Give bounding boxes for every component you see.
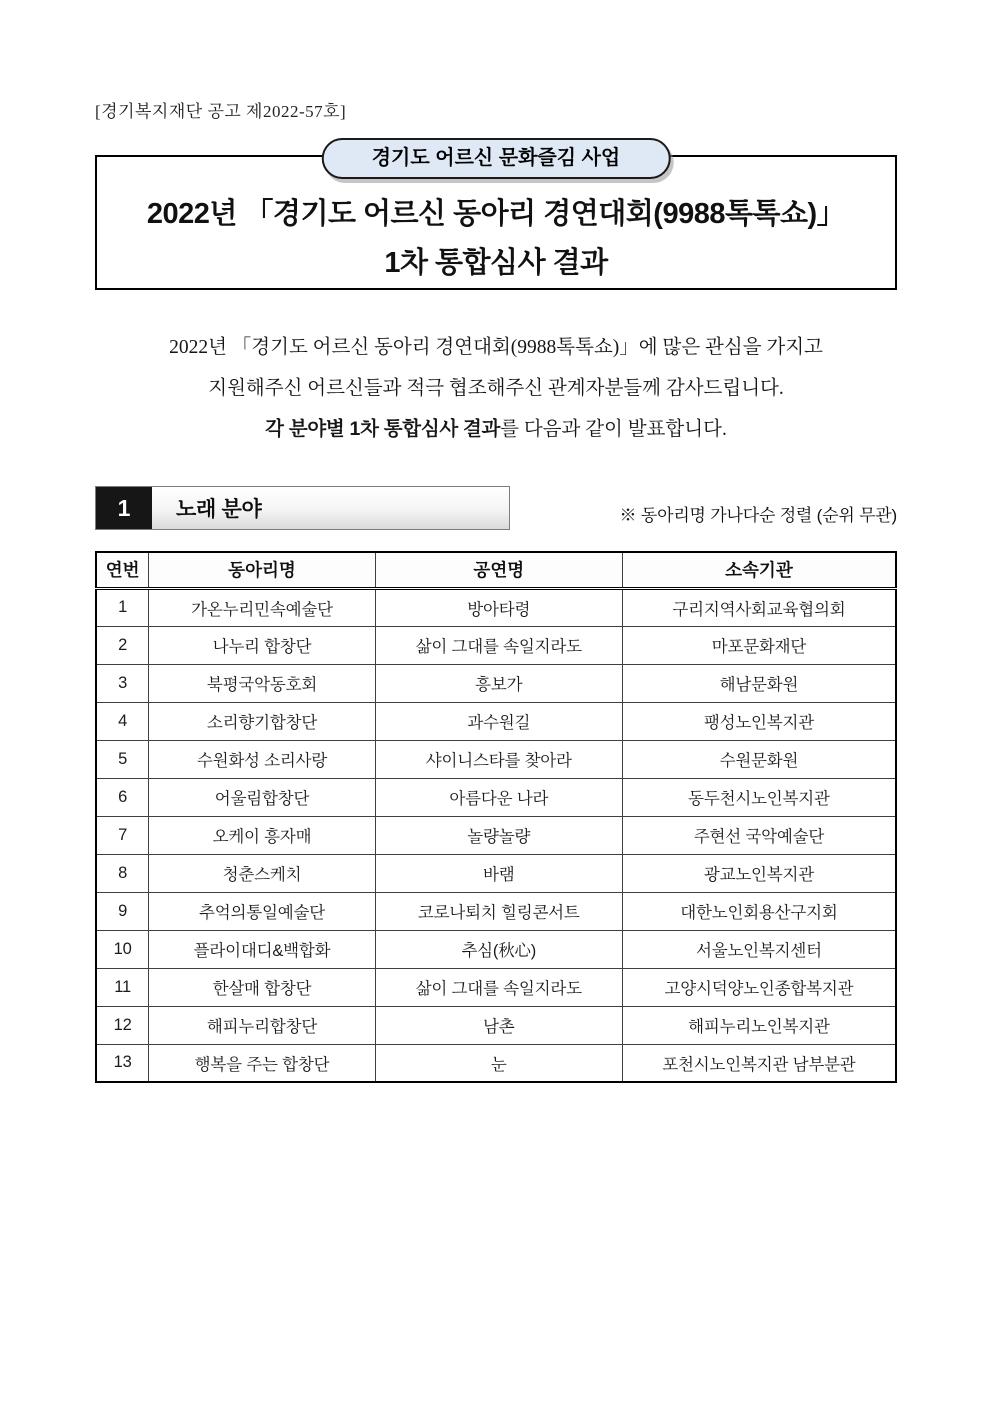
column-header-organization: 소속기관 <box>622 552 896 588</box>
table-row <box>96 626 896 664</box>
club-name: 북평국악동호회 <box>149 664 375 702</box>
intro-paragraph <box>95 327 897 450</box>
club-name: 행복을 주는 합창단 <box>149 1044 375 1082</box>
program-badge: 경기도 어르신 문화즐김 사업 <box>322 138 671 179</box>
club-name: 소리향기합창단 <box>149 702 375 740</box>
organization: 팽성노인복지관 <box>622 702 896 740</box>
organization: 서울노인복지센터 <box>622 930 896 968</box>
performance-name: 놀량놀량 <box>375 816 622 854</box>
performance-name: 과수원길 <box>375 702 622 740</box>
organization: 수원문화원 <box>622 740 896 778</box>
intro-line3-rest: 를 다음과 같이 발표합니다. <box>500 419 727 440</box>
results-table-body <box>96 588 896 1082</box>
intro-line2: 지원해주신 어르신들과 적극 협조해주신 관계자분들께 감사드립니다. <box>208 378 784 399</box>
notice-number: [경기복지재단 공고 제2022-57호] <box>95 102 347 121</box>
intro-line3-bold: 각 분야별 1차 통합심사 결과 <box>265 418 501 440</box>
row-number: 8 <box>96 854 149 892</box>
row-number: 12 <box>96 1006 149 1044</box>
section-number: 1 <box>96 487 152 529</box>
row-number: 5 <box>96 740 149 778</box>
intro-line1: 2022년 「경기도 어르신 동아리 경연대회(9988톡톡쇼)」에 많은 관심을 가지고 <box>169 337 823 358</box>
performance-name: 샤이니스타를 찾아라 <box>375 740 622 778</box>
table-row <box>96 816 896 854</box>
intro-line3 <box>95 409 897 450</box>
section-title: 노래 분야 <box>176 498 262 521</box>
table-row <box>96 702 896 740</box>
organization: 대한노인회용산구지회 <box>622 892 896 930</box>
table-row <box>96 892 896 930</box>
row-number: 11 <box>96 968 149 1006</box>
organization: 주현선 국악예술단 <box>622 816 896 854</box>
organization: 광교노인복지관 <box>622 854 896 892</box>
performance-name: 코로나퇴치 힐링콘서트 <box>375 892 622 930</box>
performance-name: 눈 <box>375 1044 622 1082</box>
title-box <box>95 147 897 290</box>
performance-name: 삶이 그대를 속일지라도 <box>375 968 622 1006</box>
table-row <box>96 588 896 626</box>
table-row <box>96 930 896 968</box>
column-header-club: 동아리명 <box>149 552 375 588</box>
row-number: 13 <box>96 1044 149 1082</box>
club-name: 가온누리민속예술단 <box>149 588 375 626</box>
performance-name: 흥보가 <box>375 664 622 702</box>
sort-note: ※ 동아리명 가나다순 정렬 (순위 무관) <box>619 506 897 525</box>
club-name: 한살매 합창단 <box>149 968 375 1006</box>
organization: 해피누리노인복지관 <box>622 1006 896 1044</box>
table-row <box>96 968 896 1006</box>
row-number: 7 <box>96 816 149 854</box>
column-header-number: 연번 <box>96 552 149 588</box>
row-number: 1 <box>96 588 149 626</box>
club-name: 오케이 흥자매 <box>149 816 375 854</box>
table-row <box>96 1044 896 1082</box>
section-header-row <box>95 486 897 530</box>
performance-name: 남촌 <box>375 1006 622 1044</box>
performance-name: 바램 <box>375 854 622 892</box>
organization: 포천시노인복지관 남부분관 <box>622 1044 896 1082</box>
row-number: 10 <box>96 930 149 968</box>
performance-name: 아름다운 나라 <box>375 778 622 816</box>
table-row <box>96 854 896 892</box>
organization: 구리지역사회교육협의회 <box>622 588 896 626</box>
club-name: 청춘스케치 <box>149 854 375 892</box>
club-name: 어울림합창단 <box>149 778 375 816</box>
row-number: 4 <box>96 702 149 740</box>
club-name: 나누리 합창단 <box>149 626 375 664</box>
section-header <box>95 486 510 530</box>
row-number: 2 <box>96 626 149 664</box>
table-row <box>96 740 896 778</box>
performance-name: 추심(秋心) <box>375 930 622 968</box>
document-title-line2: 1차 통합심사 결과 <box>384 247 608 279</box>
table-row <box>96 778 896 816</box>
row-number: 3 <box>96 664 149 702</box>
organization: 마포문화재단 <box>622 626 896 664</box>
table-row <box>96 1006 896 1044</box>
organization: 동두천시노인복지관 <box>622 778 896 816</box>
row-number: 6 <box>96 778 149 816</box>
document-title-line1: 2022년 「경기도 어르신 동아리 경연대회(9988톡톡쇼)」 <box>146 198 846 230</box>
column-header-performance: 공연명 <box>375 552 622 588</box>
club-name: 추억의통일예술단 <box>149 892 375 930</box>
table-header-row <box>96 552 896 588</box>
organization: 해남문화원 <box>622 664 896 702</box>
organization: 고양시덕양노인종합복지관 <box>622 968 896 1006</box>
row-number: 9 <box>96 892 149 930</box>
table-row <box>96 664 896 702</box>
club-name: 플라이대디&백합화 <box>149 930 375 968</box>
results-table <box>95 551 897 1083</box>
performance-name: 삶이 그대를 속일지라도 <box>375 626 622 664</box>
performance-name: 방아타령 <box>375 588 622 626</box>
club-name: 해피누리합창단 <box>149 1006 375 1044</box>
club-name: 수원화성 소리사랑 <box>149 740 375 778</box>
